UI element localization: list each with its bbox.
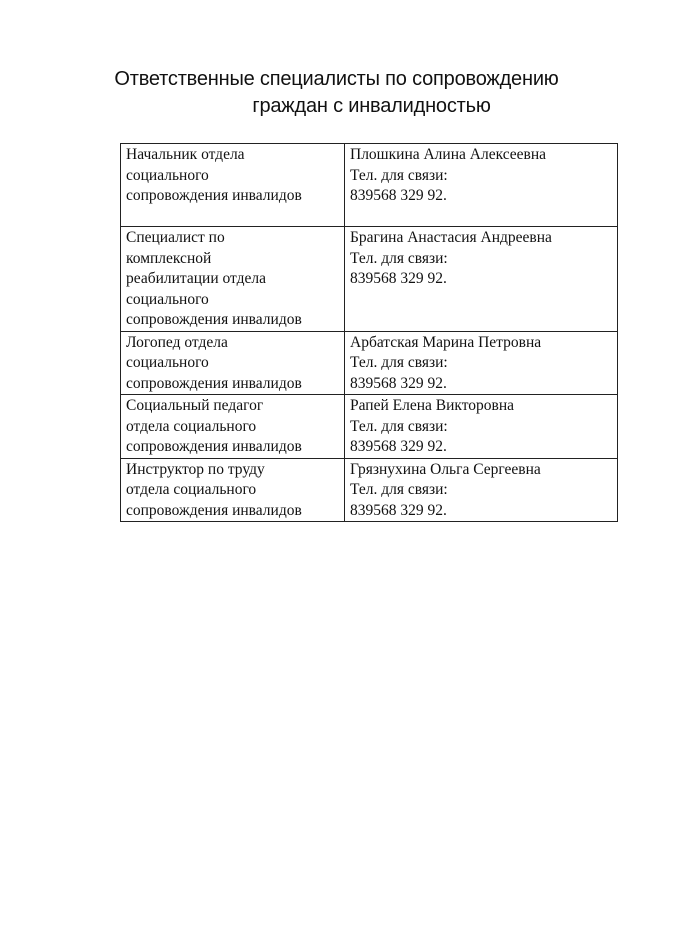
role-line: реабилитации отдела: [126, 270, 267, 287]
table-row: [121, 227, 618, 332]
role-cell: [121, 458, 345, 522]
role-line: социального: [126, 290, 209, 308]
role-cell: [121, 227, 345, 332]
role-line: сопровождения инвалидов: [126, 501, 302, 519]
role-line: отдела социального: [126, 481, 257, 498]
specialists-table: [120, 143, 618, 522]
phone-label: Тел. для связи:: [350, 481, 448, 498]
role-line: сопровождения инвалидов: [126, 374, 302, 392]
phone-number: 839568 329 92.: [350, 187, 447, 204]
title-line-1: Ответственные специалисты по сопровождению: [114, 68, 559, 90]
specialist-name: Рапей Елена Викторовна: [350, 397, 515, 414]
phone-number: 839568 329 92.: [350, 270, 447, 287]
phone-label: Тел. для связи:: [350, 166, 448, 184]
specialist-name: Брагина Анастасия Андреевна: [350, 229, 552, 246]
table-row: [121, 144, 618, 227]
role-line: социального: [126, 166, 209, 184]
role-line: сопровождения инвалидов: [126, 438, 302, 455]
role-cell: [121, 395, 345, 459]
role-cell: [121, 331, 345, 395]
role-line: сопровождения инвалидов: [126, 311, 302, 328]
phone-label: Тел. для связи:: [350, 417, 448, 435]
contact-cell: [345, 331, 618, 395]
table-row: [121, 331, 618, 395]
contact-cell: [345, 458, 618, 522]
specialist-name: Грязнухина Ольга Сергеевна: [350, 460, 541, 478]
specialist-name: Арбатская Марина Петровна: [350, 333, 542, 351]
phone-number: 839568 329 92.: [350, 438, 447, 455]
title-line-2: граждан с инвалидностью: [252, 95, 491, 117]
phone-label: Тел. для связи:: [350, 249, 448, 267]
table-row: [121, 395, 618, 459]
contact-cell: [345, 395, 618, 459]
role-line: Социальный педагог: [126, 397, 264, 414]
role-line: Начальник отдела: [126, 146, 245, 163]
contact-cell: [345, 144, 618, 227]
phone-number: 839568 329 92.: [350, 374, 447, 392]
phone-number: 839568 329 92.: [350, 501, 447, 519]
contact-cell: [345, 227, 618, 332]
role-cell: [121, 144, 345, 227]
specialist-name: Плошкина Алина Алексеевна: [350, 146, 547, 163]
phone-label: Тел. для связи:: [350, 354, 448, 371]
role-line: социального: [126, 354, 209, 371]
page-title: [0, 66, 673, 120]
role-line: Специалист по: [126, 229, 225, 246]
role-line: отдела социального: [126, 417, 257, 435]
role-line: Логопед отдела: [126, 333, 228, 351]
role-line: комплексной: [126, 249, 212, 267]
role-line: сопровождения инвалидов: [126, 187, 302, 204]
table-row: [121, 458, 618, 522]
role-line: Инструктор по труду: [126, 460, 265, 478]
